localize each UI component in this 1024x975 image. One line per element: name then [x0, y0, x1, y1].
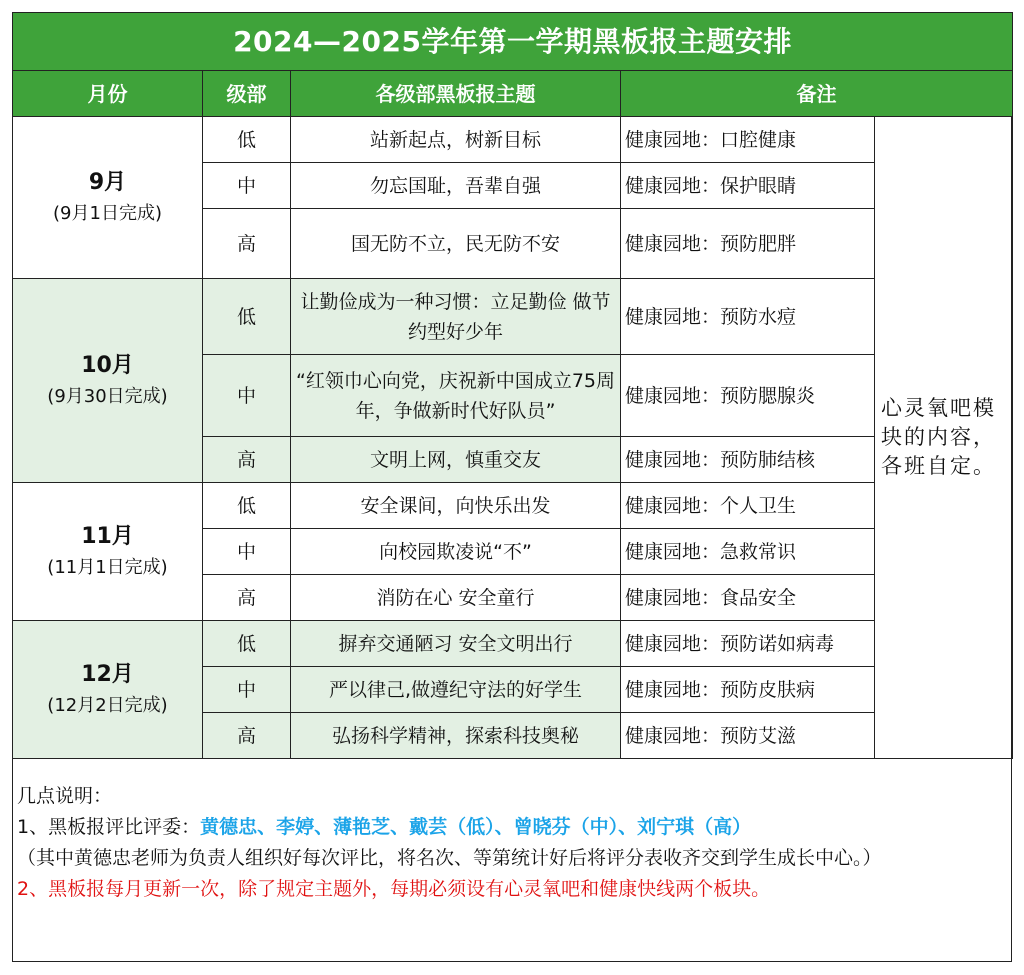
theme-cell: 勿忘国耻，吾辈自强: [291, 163, 621, 209]
month-complete-date: (12月2日完成): [47, 694, 168, 716]
header-grade: 级部: [203, 71, 291, 117]
grade-cell: 高: [203, 437, 291, 483]
page-title: 2024—2025学年第一学期黑板报主题安排: [13, 13, 1013, 71]
month-cell-oct: [13, 279, 203, 483]
note-cell: 健康园地：个人卫生: [621, 483, 875, 529]
grade-cell: 高: [203, 713, 291, 759]
grade-cell: 低: [203, 621, 291, 667]
theme-cell: 向校园欺凌说“不”: [291, 529, 621, 575]
notes-item-1: [17, 812, 1007, 843]
grade-cell: 低: [203, 279, 291, 355]
grade-cell: 中: [203, 163, 291, 209]
month-cell-nov: [13, 483, 203, 621]
month-complete-date: (11月1日完成): [47, 556, 168, 578]
grade-cell: 高: [203, 209, 291, 279]
theme-cell: 站新起点，树新目标: [291, 117, 621, 163]
month-complete-date: (9月1日完成): [53, 202, 162, 224]
note-cell: 健康园地：预防诺如病毒: [621, 621, 875, 667]
month-complete-date: (9月30日完成): [47, 385, 168, 407]
notes-item-1-prefix: 1、黑板报评比评委：: [17, 816, 201, 838]
header-remark: 备注: [621, 71, 1013, 117]
note-cell: 健康园地：预防艾滋: [621, 713, 875, 759]
month-cell-dec: [13, 621, 203, 759]
grade-cell: 中: [203, 667, 291, 713]
note-cell: 健康园地：预防肥胖: [621, 209, 875, 279]
note-cell: 健康园地：预防皮肤病: [621, 667, 875, 713]
judges-names: 黄德忠、李婷、薄艳芝、戴芸（低）、曾晓芬（中）、刘宁琪（高）: [200, 816, 752, 838]
theme-cell: 文明上网，慎重交友: [291, 437, 621, 483]
month-cell-sep: [13, 117, 203, 279]
grade-cell: 低: [203, 483, 291, 529]
notes-heading: 几点说明：: [17, 785, 113, 807]
note-cell: 健康园地：预防水痘: [621, 279, 875, 355]
note-cell: 健康园地：口腔健康: [621, 117, 875, 163]
grade-cell: 低: [203, 117, 291, 163]
grade-cell: 中: [203, 529, 291, 575]
theme-cell: 安全课间，向快乐出发: [291, 483, 621, 529]
theme-cell: 国无防不立，民无防不安: [291, 209, 621, 279]
grade-cell: 中: [203, 355, 291, 437]
schedule-sheet: [12, 12, 1012, 962]
notes-item-2: 2、黑板报每月更新一次，除了规定主题外，每期必须设有心灵氧吧和健康快线两个板块。: [17, 878, 771, 900]
theme-cell: 弘扬科学精神，探索科技奥秘: [291, 713, 621, 759]
note-cell: 健康园地：保护眼睛: [621, 163, 875, 209]
theme-cell: 严以律己,做遵纪守法的好学生: [291, 667, 621, 713]
header-theme: 各级部黑板报主题: [291, 71, 621, 117]
notes-section: [17, 781, 1007, 905]
month-name: 12月: [81, 661, 134, 687]
note-cell: 健康园地：急救常识: [621, 529, 875, 575]
note-cell: 健康园地：预防腮腺炎: [621, 355, 875, 437]
theme-cell: 摒弃交通陋习 安全文明出行: [291, 621, 621, 667]
note-cell: 健康园地：预防肺结核: [621, 437, 875, 483]
month-name: 9月: [88, 169, 127, 195]
note-cell: 健康园地：食品安全: [621, 575, 875, 621]
notes-item-1-detail: （其中黄德忠老师为负责人组织好每次评比，将名次、等第统计好后将评分表收齐交到学生成长中心。）: [17, 847, 882, 869]
grade-cell: 高: [203, 575, 291, 621]
header-month: 月份: [13, 71, 203, 117]
theme-cell: 消防在心 安全童行: [291, 575, 621, 621]
theme-cell: “红领巾心向党，庆祝新中国成立75周年，争做新时代好队员”: [291, 355, 621, 437]
month-name: 11月: [81, 523, 134, 549]
month-name: 10月: [81, 352, 134, 378]
schedule-table: [12, 12, 1013, 759]
remark-cell: 心灵氧吧模块的内容，各班自定。: [875, 117, 1013, 759]
theme-cell: 让勤俭成为一种习惯：立足勤俭 做节约型好少年: [291, 279, 621, 355]
